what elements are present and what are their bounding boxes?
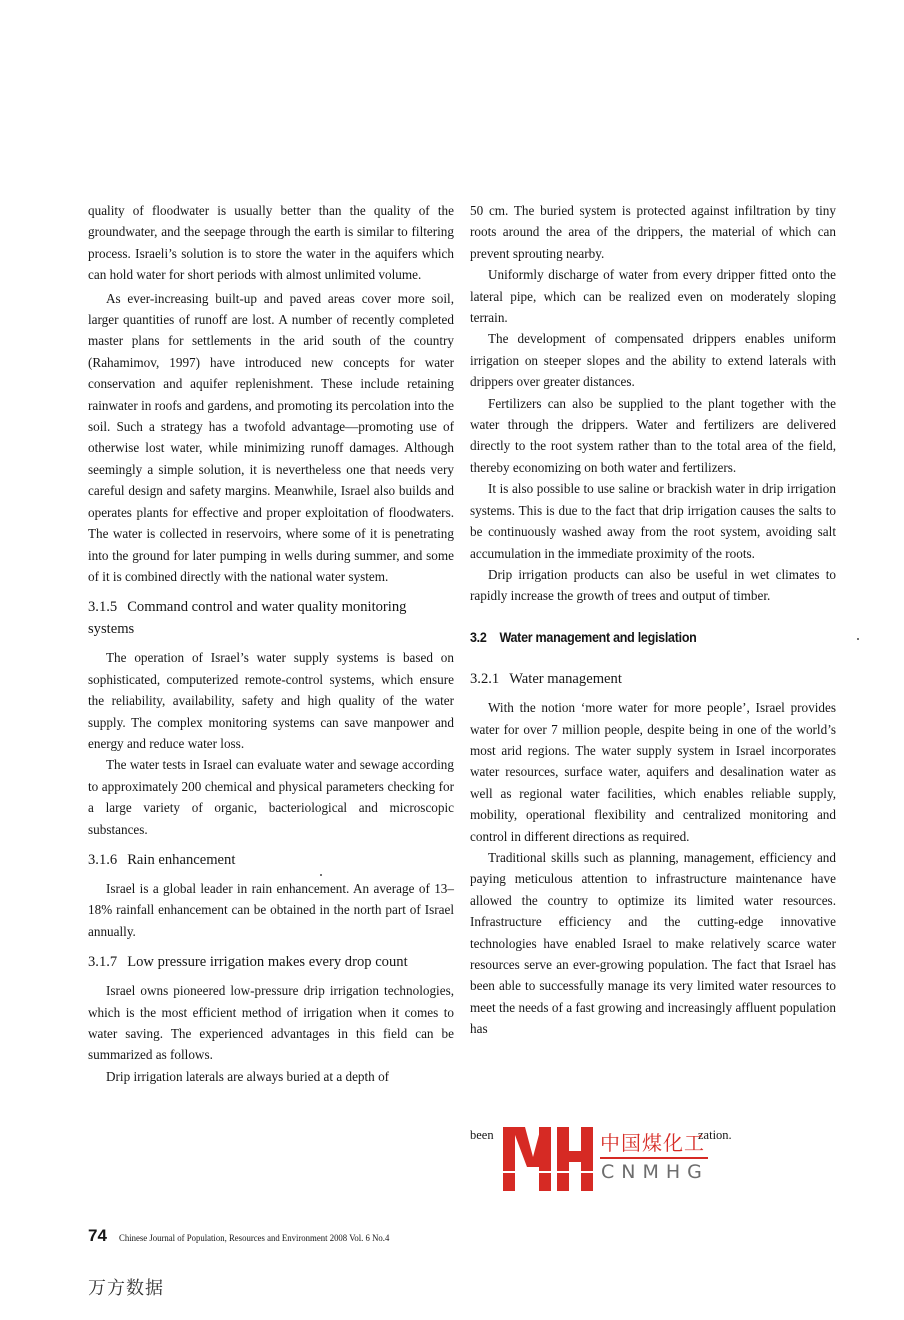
paragraph: It is also possible to use saline or brackish water in drip irrigation systems. This is due to the fact that drip irrigation causes the salts to be continuously washed away from the root system, avoiding salt accumulation in the immediate proximity of the roots. xyxy=(470,481,836,561)
section-number: 3.2 xyxy=(470,629,487,645)
last-line-end: zation. xyxy=(698,1128,732,1142)
journal-citation: Chinese Journal of Population, Resources and Environment 2008 Vol. 6 No.4 xyxy=(118,1234,390,1244)
logo-chinese-text: 中国煤化工 xyxy=(600,1131,705,1155)
section-heading-3-1-5 xyxy=(88,596,454,640)
paragraph: The development of compensated drippers enables uniform irrigation on steeper slopes and the ability to extend laterals with drippers over greater distances. xyxy=(470,331,836,390)
cnmhg-logo xyxy=(503,1127,713,1193)
paragraph: The water tests in Israel can evaluate water and sewage according to approximately 200 chemical and physical parameters checking for a large variety of organic, bacteriological and microscopic substances. xyxy=(88,757,454,837)
left-column xyxy=(88,200,454,1087)
section-number: 3.1.5 xyxy=(88,599,118,616)
paragraph: The operation of Israel’s water supply systems is based on sophisticated, computerized remote-control systems, which ensure the reliability, availability, safety and high quality of the water supply. The complex monitoring systems can save manpower and energy and reduce water loss. xyxy=(88,650,454,751)
section-title: Water management xyxy=(509,671,622,688)
section-number: 3.2.1 xyxy=(470,671,500,688)
section-number: 3.1.6 xyxy=(88,851,118,868)
logo-english-text: CNMHG xyxy=(601,1161,709,1183)
page-number: 74 xyxy=(88,1226,107,1245)
mh-logo-icon xyxy=(503,1127,593,1191)
paragraph: 50 cm. The buried system is protected against infiltration by tiny roots around the area of the drippers, the material of which can prevent sprouting nearby. xyxy=(470,203,836,261)
section-heading-3-2-1 xyxy=(470,668,836,690)
section-heading-3-1-7 xyxy=(88,951,454,973)
logo-divider xyxy=(600,1157,708,1159)
paragraph: Drip irrigation products can also be useful in wet climates to rapidly increase the growth of trees and output of timber. xyxy=(470,566,836,604)
section-title: Command control and water quality monitoring systems xyxy=(88,599,407,638)
paragraph: With the notion ‘more water for more people’, Israel provides water for over 7 million people, despite being in one of the world’s most arid regions. The water supply system in Israel incorporates water resources, surface water, aquifers and desalination water as well as regional water facilities, which enables reliable supply, mobility, operational flexibility and centralized monitoring and control in different directions as required. xyxy=(470,700,836,844)
paragraph: Israel owns pioneered low-pressure drip irrigation technologies, which is the most efficient method of irrigation when it comes to water saving. The experienced advantages in this field can be summarized as follows. xyxy=(88,983,454,1063)
paragraph: Drip irrigation laterals are always buried at a depth of xyxy=(106,1068,390,1084)
right-column xyxy=(470,200,836,1040)
scan-artifact xyxy=(320,874,322,876)
paragraph: Israel is a global leader in rain enhancement. An average of 13–18% rainfall enhancement can be obtained in the north part of Israel annually. xyxy=(88,880,454,939)
section-title: Low pressure irrigation makes every drop count xyxy=(127,954,408,971)
paragraph: quality of floodwater is usually better than the quality of the groundwater, and the seepage through the earth is similar to filtering process. Israeli’s solution is to store the water in the aquifers which can hold water for short periods with almost unlimited volume. xyxy=(88,203,454,283)
scan-artifact xyxy=(857,638,859,640)
last-line-start: been xyxy=(470,1128,494,1142)
wanfang-watermark: 万方数据 xyxy=(88,1278,164,1299)
section-title: Water management and legislation xyxy=(499,629,697,645)
paragraph: As ever-increasing built-up and paved areas cover more soil, larger quantities of runoff are lost. A number of recently completed master plans for settlements in the arid south of the country (Rahamimov, 1997) have introduced new concepts for water conservation and aquifer replenishment. These include retaining rainwater in roofs and gardens, and promoting its percolation into the soil. Such a strategy has a twofold advantage—promoting use of otherwise lost water, while minimizing runoff damages. Although seemingly a simple solution, it is nevertheless one that needs very careful design and safety margins. Meanwhile, Israel also builds and operates plants for effective and proper exploitation of floodwaters. The water is collected in reservoirs, where some of it is penetrating into the ground for later pumping in wells during summer, and some of it is combined directly with the national water system. xyxy=(88,290,454,584)
section-number: 3.1.7 xyxy=(88,954,118,971)
section-heading-3-2 xyxy=(470,627,807,648)
section-title: Rain enhancement xyxy=(127,851,236,868)
paragraph: Traditional skills such as planning, management, efficiency and paying meticulous attention to infrastructure maintenance have allowed the country to optimize its limited water resources. Infrastructure efficiency and the cutting-edge innovative technologies have enabled Israel to make relatively scarce water resources serve an ever-growing population. The fact that Israel has been able to successfully manage its very limited water resources to meet the needs of a fast growing and increasingly affluent population has xyxy=(470,849,836,1037)
paragraph: Fertilizers can also be supplied to the plant together with the water through the drippers. Water and fertilizers are delivered directly to the root system rather than to the total area of the field, thereby economizing on both water and fertilizers. xyxy=(470,395,836,475)
section-heading-3-1-6 xyxy=(88,849,454,871)
paragraph: Uniformly discharge of water from every dripper fitted onto the lateral pipe, which can be realized even on moderately sloping terrain. xyxy=(470,267,836,326)
page-footer xyxy=(88,1226,413,1246)
